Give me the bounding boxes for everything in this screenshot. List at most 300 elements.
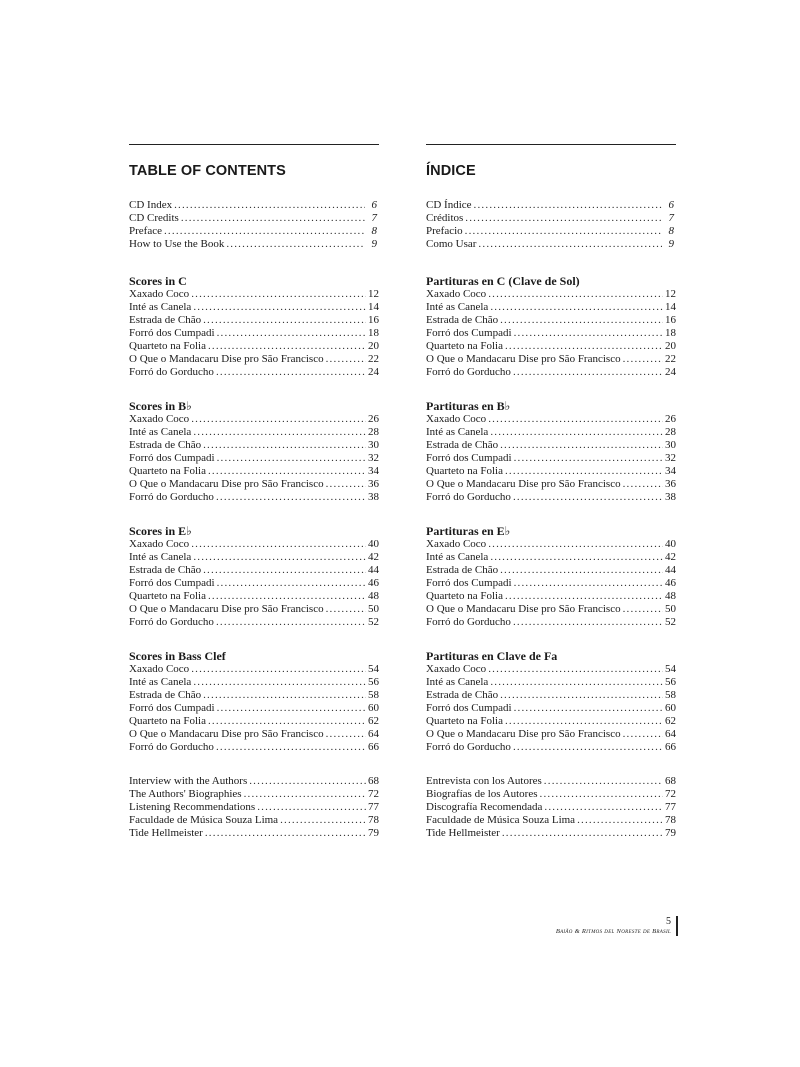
section-spacer: [129, 754, 379, 775]
entry-title: Xaxado Coco: [426, 538, 487, 550]
toc-entry: [129, 452, 379, 465]
dot-leader: [191, 663, 366, 676]
dot-leader: [505, 590, 663, 603]
dot-leader: [249, 775, 366, 788]
toc-entry: [129, 676, 379, 689]
entry-page-number: 48: [665, 590, 676, 602]
entry-title: Inté as Canela: [129, 426, 192, 438]
book-title: Baião & Ritmos del Noreste de Brasil: [555, 928, 671, 935]
toc-entry: [129, 199, 379, 212]
section-title: Scores in Bass Clef: [129, 649, 226, 663]
dot-leader: [488, 663, 663, 676]
entry-page-number: 78: [665, 814, 676, 826]
toc-entry: [129, 301, 379, 314]
entry-title: Inté as Canela: [426, 551, 489, 563]
entry-page-number: 9: [668, 238, 674, 250]
dot-leader: [208, 590, 366, 603]
toc-heading: ÍNDICE: [426, 163, 476, 179]
toc-entry: [129, 775, 379, 788]
entry-page-number: 8: [371, 225, 377, 237]
entry-page-number: 72: [368, 788, 379, 800]
toc-section: [129, 525, 379, 629]
entry-page-number: 12: [368, 288, 379, 300]
entry-page-number: 52: [368, 616, 379, 628]
toc-entry: [426, 775, 676, 788]
dot-leader: [513, 366, 663, 379]
entry-page-number: 26: [665, 413, 676, 425]
toc-entry: [426, 327, 676, 340]
entry-title: Forró dos Cumpadi: [426, 327, 512, 339]
dot-leader: [490, 301, 663, 314]
top-rule: [129, 144, 379, 145]
entry-page-number: 30: [665, 439, 676, 451]
dot-leader: [465, 225, 662, 238]
toc-appendix: [129, 775, 379, 840]
entry-title: Estrada de Chão: [129, 314, 202, 326]
section-spacer: [129, 379, 379, 400]
entry-page-number: 50: [368, 603, 379, 615]
entry-title: Faculdade de Música Souza Lima: [426, 814, 576, 826]
entry-title: Biografías de los Autores: [426, 788, 538, 800]
toc-entry: [426, 564, 676, 577]
entry-title: Listening Recommendations: [129, 801, 256, 813]
toc-entry: [129, 327, 379, 340]
entry-title: Xaxado Coco: [129, 413, 190, 425]
section-spacer: [129, 629, 379, 650]
toc-entry: [129, 413, 379, 426]
entry-title: The Authors' Biographies: [129, 788, 242, 800]
section-title: Scores in C: [129, 274, 187, 288]
entry-page-number: 6: [668, 199, 674, 211]
entry-page-number: 24: [368, 366, 379, 378]
entry-page-number: 24: [665, 366, 676, 378]
entry-page-number: 9: [371, 238, 377, 250]
entry-page-number: 34: [368, 465, 379, 477]
entry-page-number: 56: [368, 676, 379, 688]
dot-leader: [208, 340, 366, 353]
entry-title: Forró dos Cumpadi: [129, 577, 215, 589]
section-spacer: [426, 379, 676, 400]
dot-leader: [490, 676, 663, 689]
toc-entry: [426, 603, 676, 616]
dot-leader: [465, 212, 662, 225]
entry-title: Preface: [129, 225, 162, 237]
toc-entry: [426, 413, 676, 426]
dot-leader: [181, 212, 365, 225]
entry-title: Forró do Gorducho: [426, 366, 511, 378]
toc-section: [426, 650, 676, 754]
dot-leader: [193, 551, 366, 564]
toc-entry: [129, 225, 379, 238]
entry-title: Discografía Recomendada: [426, 801, 543, 813]
toc-entry: [129, 702, 379, 715]
dot-leader: [217, 577, 366, 590]
toc-entry: [129, 715, 379, 728]
entry-title: Forró do Gorducho: [129, 366, 214, 378]
section-title: Scores in E♭: [129, 524, 192, 538]
toc-entry: [426, 538, 676, 551]
toc-entry: [426, 478, 676, 491]
dot-leader: [505, 465, 663, 478]
entry-page-number: 16: [368, 314, 379, 326]
dot-leader: [193, 426, 366, 439]
entry-title: Quarteto na Folia: [426, 340, 503, 352]
dot-leader: [216, 616, 366, 629]
toc-entry: [426, 676, 676, 689]
entry-page-number: 52: [665, 616, 676, 628]
toc-entry: [129, 689, 379, 702]
entry-page-number: 44: [665, 564, 676, 576]
toc-section: [426, 525, 676, 629]
dot-leader: [244, 788, 366, 801]
dot-leader: [203, 314, 366, 327]
toc-entry: [129, 314, 379, 327]
toc-entry: [129, 340, 379, 353]
dot-leader: [505, 340, 663, 353]
entry-page-number: 18: [665, 327, 676, 339]
entry-title: Forró dos Cumpadi: [426, 702, 512, 714]
toc-entry: [129, 465, 379, 478]
entry-title: Forró do Gorducho: [426, 741, 511, 753]
entry-page-number: 20: [665, 340, 676, 352]
toc-entry: [426, 353, 676, 366]
dot-leader: [216, 366, 366, 379]
entry-title: O Que o Mandacaru Dise pro São Francisco: [426, 603, 621, 615]
dot-leader: [478, 238, 662, 251]
dot-leader: [193, 301, 366, 314]
entry-page-number: 40: [368, 538, 379, 550]
entry-title: Inté as Canela: [129, 676, 192, 688]
section-spacer: [426, 504, 676, 525]
entry-title: O Que o Mandacaru Dise pro São Francisco: [426, 478, 621, 490]
entry-title: Xaxado Coco: [129, 288, 190, 300]
dot-leader: [490, 426, 663, 439]
page-number: 5: [666, 916, 671, 927]
dot-leader: [544, 775, 663, 788]
entry-page-number: 30: [368, 439, 379, 451]
toc-entry: [426, 728, 676, 741]
dot-leader: [505, 715, 663, 728]
toc-entry: [129, 551, 379, 564]
entry-page-number: 72: [665, 788, 676, 800]
entry-page-number: 22: [665, 353, 676, 365]
dot-leader: [191, 413, 366, 426]
entry-page-number: 6: [371, 199, 377, 211]
entry-page-number: 54: [665, 663, 676, 675]
toc-entry: [426, 366, 676, 379]
entry-title: Quarteto na Folia: [426, 590, 503, 602]
entry-page-number: 77: [665, 801, 676, 813]
entry-title: Forró do Gorducho: [426, 491, 511, 503]
entry-title: Estrada de Chão: [426, 564, 499, 576]
entry-title: O Que o Mandacaru Dise pro São Francisco: [129, 603, 324, 615]
dot-leader: [513, 491, 663, 504]
toc-entry: [426, 439, 676, 452]
dot-leader: [205, 827, 366, 840]
entry-page-number: 8: [668, 225, 674, 237]
entry-page-number: 14: [665, 301, 676, 313]
entry-page-number: 7: [668, 212, 674, 224]
entry-title: Faculdade de Música Souza Lima: [129, 814, 279, 826]
entry-page-number: 48: [368, 590, 379, 602]
toc-section: [129, 400, 379, 504]
entry-page-number: 46: [665, 577, 676, 589]
entry-page-number: 7: [371, 212, 377, 224]
entry-page-number: 38: [665, 491, 676, 503]
dot-leader: [488, 288, 663, 301]
dot-leader: [513, 616, 663, 629]
toc-entry: [129, 426, 379, 439]
toc-entry: [129, 663, 379, 676]
entry-title: Tide Hellmeister: [426, 827, 500, 839]
entry-page-number: 18: [368, 327, 379, 339]
entry-title: CD Credits: [129, 212, 179, 224]
entry-title: CD Index: [129, 199, 173, 211]
dot-leader: [217, 702, 366, 715]
toc-entry: [129, 366, 379, 379]
entry-title: Inté as Canela: [426, 301, 489, 313]
dot-leader: [191, 288, 366, 301]
toc-entry: [129, 788, 379, 801]
toc-entry: [426, 238, 676, 251]
entry-page-number: 56: [665, 676, 676, 688]
entry-page-number: 36: [368, 478, 379, 490]
dot-leader: [203, 564, 366, 577]
section-spacer: [426, 754, 676, 775]
toc-column-spanish: [426, 144, 676, 840]
entry-page-number: 58: [368, 689, 379, 701]
entry-title: Forró dos Cumpadi: [129, 452, 215, 464]
entry-title: Forró dos Cumpadi: [129, 702, 215, 714]
section-title: Partituras en Clave de Fa: [426, 649, 558, 663]
toc-entry: [129, 590, 379, 603]
toc-entry: [426, 314, 676, 327]
entry-page-number: 62: [665, 715, 676, 727]
entry-page-number: 77: [368, 801, 379, 813]
entry-title: Estrada de Chão: [129, 689, 202, 701]
toc-entry: [426, 827, 676, 840]
dot-leader: [203, 689, 366, 702]
section-spacer: [129, 251, 379, 275]
entry-title: Quarteto na Folia: [129, 340, 206, 352]
entry-page-number: 42: [665, 551, 676, 563]
entry-title: Xaxado Coco: [426, 288, 487, 300]
dot-leader: [623, 603, 663, 616]
toc-entry: [129, 741, 379, 754]
toc-appendix: [426, 775, 676, 840]
dot-leader: [577, 814, 663, 827]
entry-title: O Que o Mandacaru Dise pro São Francisco: [129, 478, 324, 490]
entry-page-number: 32: [368, 452, 379, 464]
dot-leader: [174, 199, 365, 212]
toc-entry: [129, 538, 379, 551]
toc-section: [129, 650, 379, 754]
toc-entry: [426, 452, 676, 465]
toc-heading: TABLE OF CONTENTS: [129, 163, 286, 179]
entry-title: Créditos: [426, 212, 464, 224]
entry-page-number: 32: [665, 452, 676, 464]
page-footer: [556, 916, 678, 936]
entry-page-number: 14: [368, 301, 379, 313]
dot-leader: [217, 452, 366, 465]
dot-leader: [623, 478, 663, 491]
dot-leader: [500, 439, 663, 452]
entry-title: Quarteto na Folia: [426, 465, 503, 477]
entry-title: Forró do Gorducho: [129, 491, 214, 503]
entry-page-number: 79: [665, 827, 676, 839]
toc-entry: [426, 426, 676, 439]
dot-leader: [193, 676, 366, 689]
entry-title: Inté as Canela: [426, 676, 489, 688]
section-title: Partituras en B♭: [426, 399, 511, 413]
entry-title: Quarteto na Folia: [129, 590, 206, 602]
toc-entry: [129, 728, 379, 741]
dot-leader: [164, 225, 365, 238]
toc-section: [129, 275, 379, 379]
entry-page-number: 64: [665, 728, 676, 740]
toc-entry: [426, 465, 676, 478]
entry-page-number: 50: [665, 603, 676, 615]
toc-entry: [426, 225, 676, 238]
dot-leader: [203, 439, 366, 452]
dot-leader: [514, 702, 663, 715]
entry-page-number: 68: [665, 775, 676, 787]
entry-page-number: 46: [368, 577, 379, 589]
entry-page-number: 60: [665, 702, 676, 714]
dot-leader: [326, 353, 366, 366]
toc-entry: [129, 288, 379, 301]
dot-leader: [217, 327, 366, 340]
entry-title: O Que o Mandacaru Dise pro São Francisco: [426, 353, 621, 365]
entry-title: O Que o Mandacaru Dise pro São Francisco: [129, 353, 324, 365]
entry-title: Quarteto na Folia: [129, 715, 206, 727]
toc-entry: [426, 616, 676, 629]
entry-title: Estrada de Chão: [426, 314, 499, 326]
entry-title: O Que o Mandacaru Dise pro São Francisco: [129, 728, 324, 740]
dot-leader: [280, 814, 366, 827]
toc-section: [426, 275, 676, 379]
toc-body: [129, 199, 379, 840]
toc-entry: [426, 301, 676, 314]
entry-title: Entrevista con los Autores: [426, 775, 542, 787]
toc-entry: [129, 801, 379, 814]
toc-entry: [426, 715, 676, 728]
entry-title: Xaxado Coco: [129, 663, 190, 675]
toc-entry: [129, 491, 379, 504]
toc-entry: [129, 353, 379, 366]
dot-leader: [208, 465, 366, 478]
top-rule: [426, 144, 676, 145]
toc-entry: [129, 577, 379, 590]
dot-leader: [514, 327, 663, 340]
toc-entry: [129, 439, 379, 452]
entry-title: Forró do Gorducho: [129, 741, 214, 753]
toc-entry: [129, 478, 379, 491]
entry-page-number: 28: [665, 426, 676, 438]
toc-entry: [426, 741, 676, 754]
entry-page-number: 12: [665, 288, 676, 300]
dot-leader: [488, 413, 663, 426]
dot-leader: [326, 728, 366, 741]
entry-page-number: 60: [368, 702, 379, 714]
entry-page-number: 54: [368, 663, 379, 675]
entry-page-number: 66: [368, 741, 379, 753]
dot-leader: [326, 603, 366, 616]
section-title: Partituras en E♭: [426, 524, 511, 538]
entry-title: Tide Hellmeister: [129, 827, 203, 839]
entry-title: Inté as Canela: [129, 551, 192, 563]
toc-entry: [426, 491, 676, 504]
dot-leader: [623, 353, 663, 366]
toc-entry: [426, 814, 676, 827]
entry-page-number: 26: [368, 413, 379, 425]
toc-entry: [129, 827, 379, 840]
toc-entry: [426, 801, 676, 814]
toc-entry: [426, 702, 676, 715]
entry-page-number: 78: [368, 814, 379, 826]
entry-page-number: 58: [665, 689, 676, 701]
entry-title: Xaxado Coco: [129, 538, 190, 550]
entry-title: Xaxado Coco: [426, 663, 487, 675]
entry-page-number: 62: [368, 715, 379, 727]
dot-leader: [502, 827, 663, 840]
toc-entry: [426, 551, 676, 564]
toc-entry: [129, 603, 379, 616]
dot-leader: [226, 238, 365, 251]
toc-entry: [129, 814, 379, 827]
entry-title: Forró dos Cumpadi: [426, 452, 512, 464]
entry-title: Quarteto na Folia: [426, 715, 503, 727]
toc-entry: [426, 590, 676, 603]
entry-title: Forró dos Cumpadi: [129, 327, 215, 339]
entry-page-number: 20: [368, 340, 379, 352]
dot-leader: [474, 199, 662, 212]
toc-entry: [426, 788, 676, 801]
entry-page-number: 40: [665, 538, 676, 550]
entry-title: Inté as Canela: [129, 301, 192, 313]
section-spacer: [129, 504, 379, 525]
toc-entry: [426, 577, 676, 590]
toc-entry: [426, 663, 676, 676]
entry-page-number: 16: [665, 314, 676, 326]
dot-leader: [208, 715, 366, 728]
entry-page-number: 22: [368, 353, 379, 365]
entry-page-number: 79: [368, 827, 379, 839]
entry-page-number: 38: [368, 491, 379, 503]
toc-body: [426, 199, 676, 840]
entry-page-number: 66: [665, 741, 676, 753]
dot-leader: [488, 538, 663, 551]
entry-page-number: 68: [368, 775, 379, 787]
dot-leader: [500, 564, 663, 577]
entry-title: CD Índice: [426, 199, 472, 211]
toc-section: [426, 400, 676, 504]
entry-title: Xaxado Coco: [426, 413, 487, 425]
section-title: Scores in B♭: [129, 399, 192, 413]
section-spacer: [426, 251, 676, 275]
entry-title: Estrada de Chão: [426, 439, 499, 451]
entry-title: Forró do Gorducho: [426, 616, 511, 628]
entry-title: Interview with the Authors: [129, 775, 248, 787]
toc-entry: [129, 212, 379, 225]
entry-page-number: 44: [368, 564, 379, 576]
entry-title: Estrada de Chão: [426, 689, 499, 701]
dot-leader: [623, 728, 663, 741]
entry-page-number: 34: [665, 465, 676, 477]
dot-leader: [216, 741, 366, 754]
toc-entry: [129, 238, 379, 251]
dot-leader: [500, 689, 663, 702]
